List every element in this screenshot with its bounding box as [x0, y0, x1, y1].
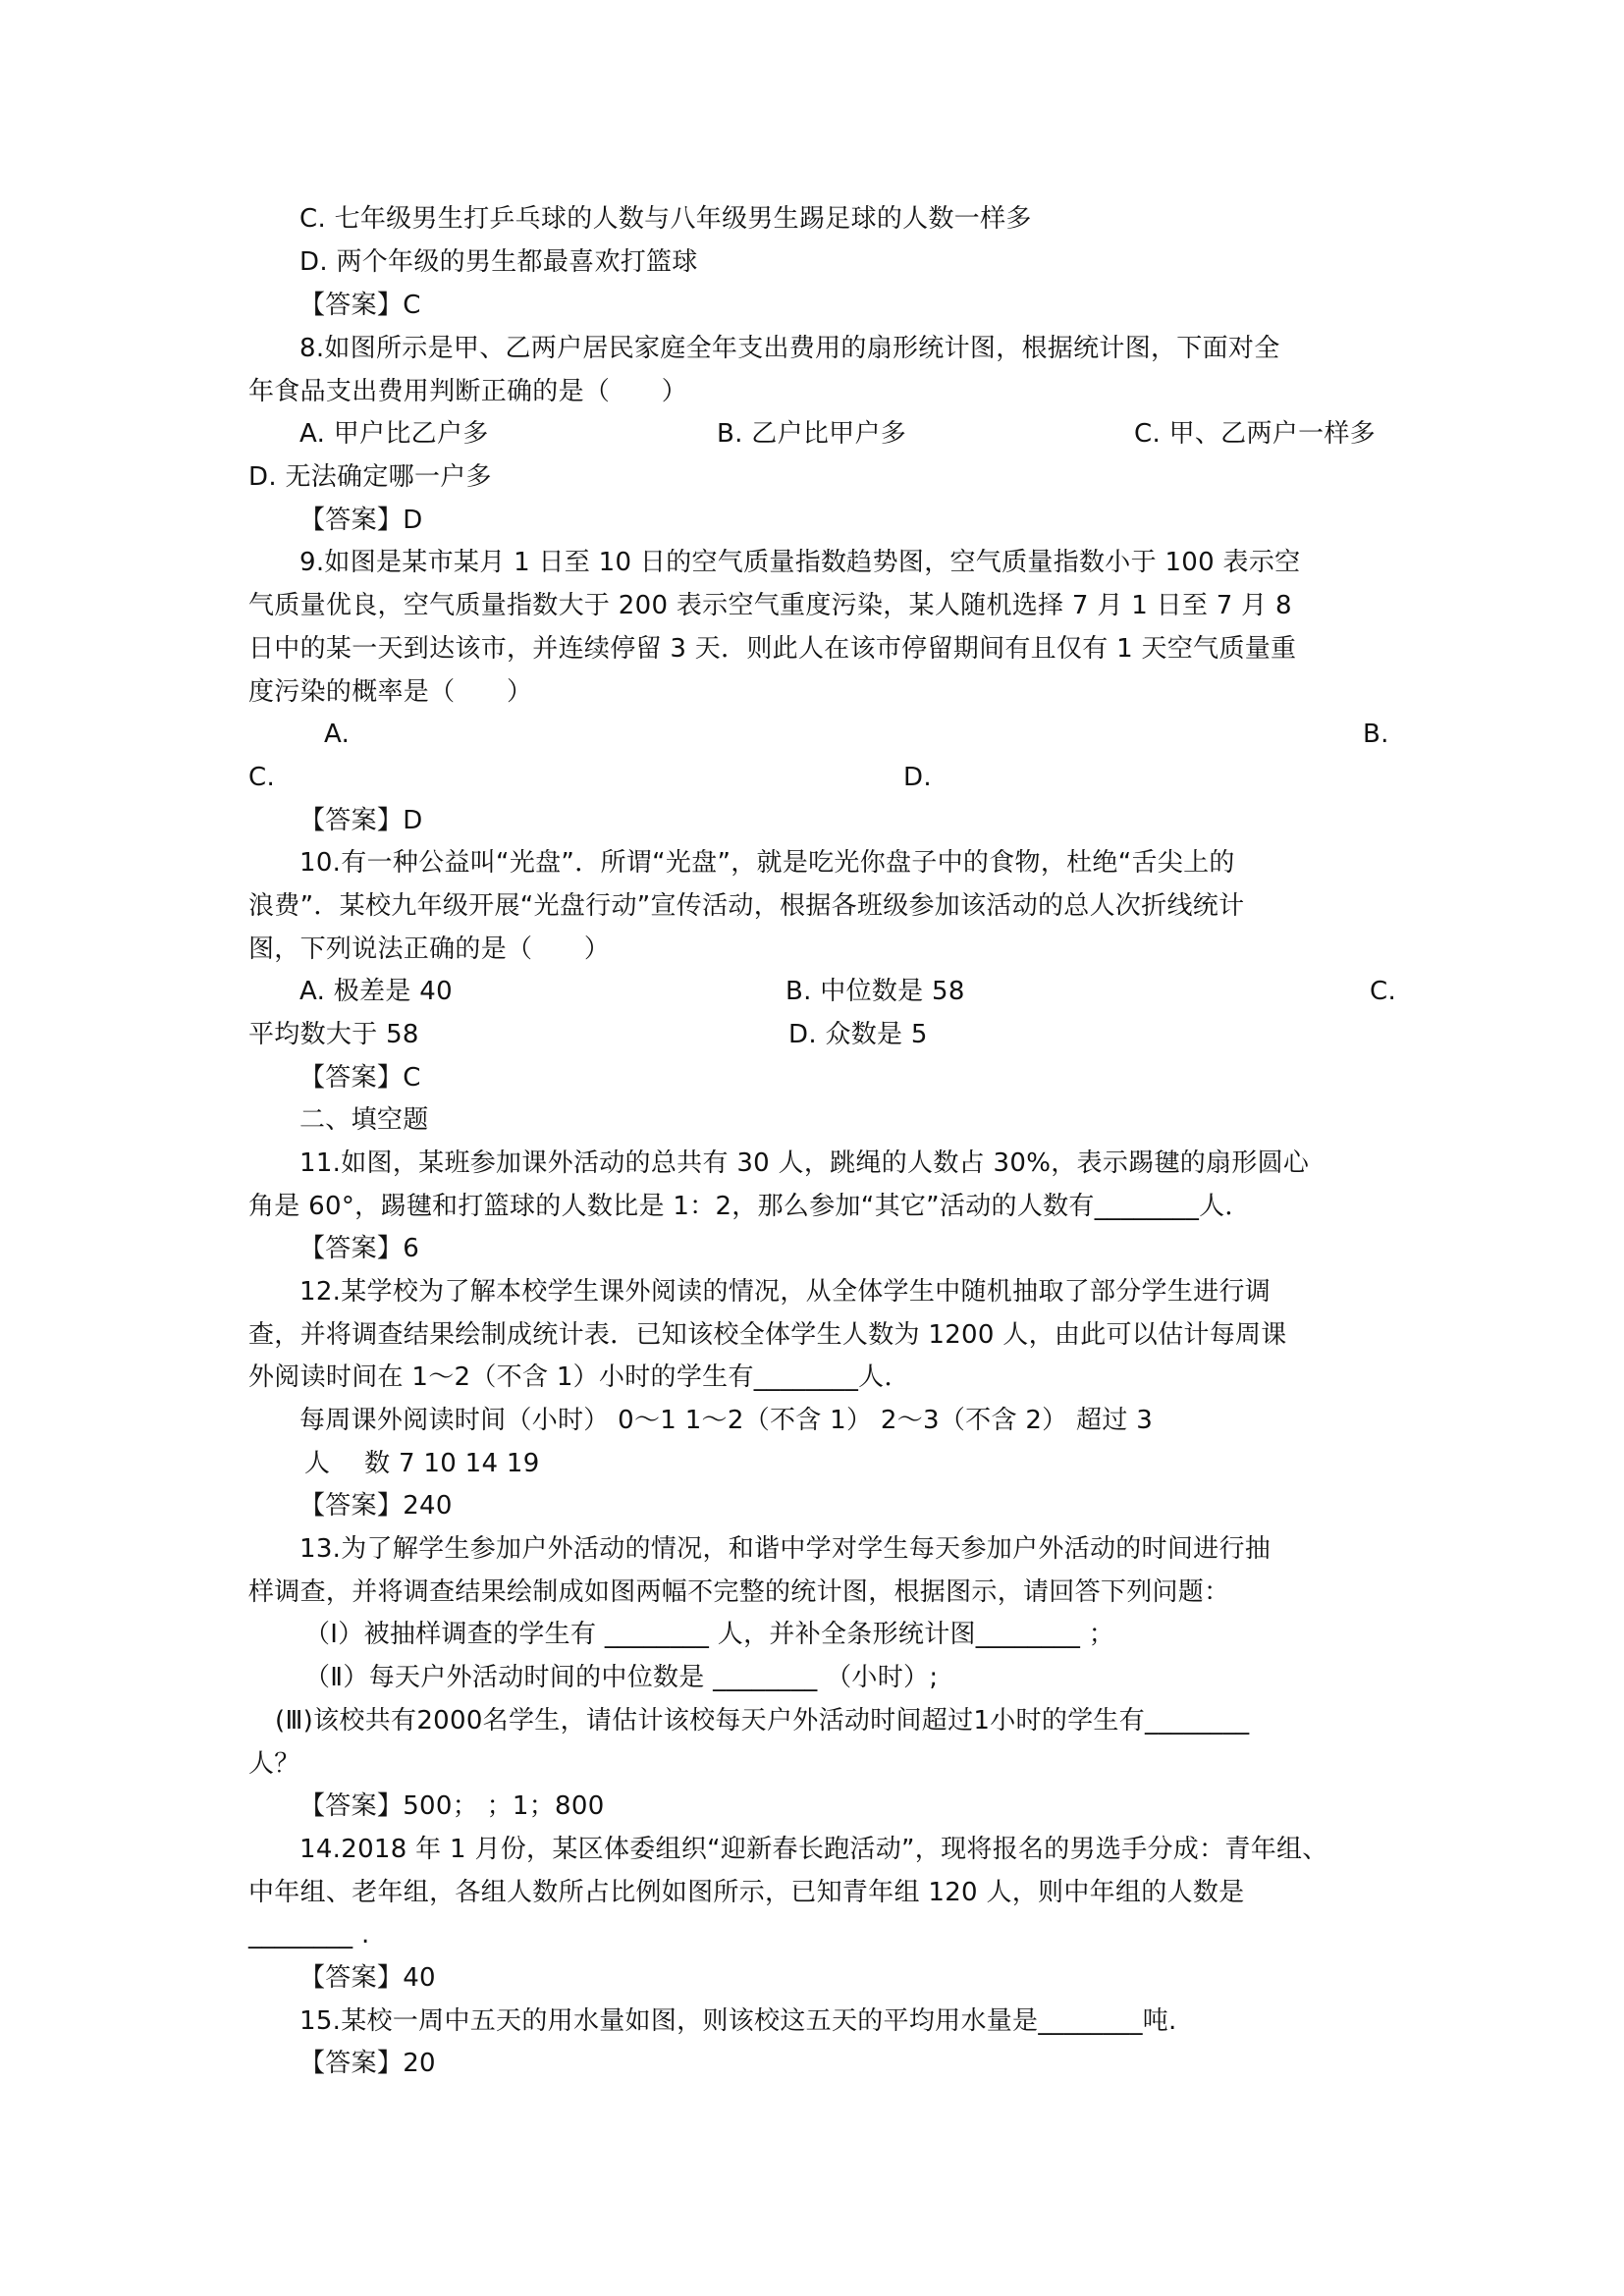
q11-answer: 【答案】6 — [299, 1234, 420, 1263]
q8-stem-line1: 8.如图所示是甲、乙两户居民家庭全年支出费用的扇形统计图，根据统计图，下面对全 — [299, 334, 1280, 363]
q9-option-b: B. — [1363, 720, 1389, 749]
q9-answer: 【答案】D — [299, 806, 423, 835]
q10-answer: 【答案】C — [299, 1063, 421, 1093]
q8-option-c: C. 甲、乙两户一样多 — [1134, 419, 1376, 449]
q10-stem-line1: 10.有一种公益叫“光盘”．所谓“光盘”，就是吃光你盘子中的食物，杜绝“舌尖上的 — [299, 848, 1235, 878]
q10-stem-line2: 浪费”．某校九年级开展“光盘行动”宣传活动，根据各班级参加该活动的总人次折线统计 — [248, 891, 1245, 921]
section-heading-fill-blank: 二、填空题 — [299, 1105, 429, 1135]
q14-answer: 【答案】40 — [299, 1963, 436, 1993]
q8-option-b: B. 乙户比甲户多 — [717, 419, 907, 449]
q9-option-c: C. — [248, 763, 276, 792]
q7-option-d: D. 两个年级的男生都最喜欢打篮球 — [299, 247, 698, 277]
q12-stem-line1: 12.某学校为了解本校学生课外阅读的情况，从全体学生中随机抽取了部分学生进行调 — [299, 1277, 1272, 1307]
q14-stem-line2: 中年组、老年组，各组人数所占比例如图所示，已知青年组 120 人，则中年组的人数是 — [248, 1878, 1245, 1907]
q12-answer: 【答案】240 — [299, 1491, 453, 1521]
q7-answer: 【答案】C — [299, 291, 421, 320]
q9-option-a: A. — [324, 720, 351, 749]
q8-option-a: A. 甲户比乙户多 — [299, 419, 489, 449]
q9-stem-line1: 9.如图是某市某月 1 日至 10 日的空气质量指数趋势图，空气质量指数小于 100 表示空 — [299, 548, 1301, 577]
q13-stem-line2: 样调查，并将调查结果绘制成如图两幅不完整的统计图，根据图示，请回答下列问题： — [248, 1577, 1230, 1607]
q14-stem-line1: 14.2018 年 1 月份，某区体委组织“迎新春长跑活动”，现将报名的男选手分成：青年组、 — [299, 1835, 1328, 1864]
q10-option-c-text: 平均数大于 58 — [248, 1020, 419, 1049]
q13-part2: （Ⅱ）每天户外活动时间的中位数是 ________ （小时）; — [304, 1663, 939, 1692]
q15-stem-line1: 15.某校一周中五天的用水量如图，则该校这五天的平均用水量是________吨. — [299, 2006, 1177, 2036]
q10-option-a: A. 极差是 40 — [299, 977, 453, 1006]
q9-option-d: D. — [903, 763, 932, 792]
q12-table-header: 每周课外阅读时间（小时） 0～1 1～2（不含 1） 2～3（不含 2） 超过 3 — [299, 1406, 1154, 1435]
q11-stem-line1: 11.如图，某班参加课外活动的总共有 30 人，跳绳的人数占 30%，表示踢毽的扇形圆心 — [299, 1148, 1310, 1178]
q8-answer: 【答案】D — [299, 506, 423, 535]
q13-part3: (Ⅲ)该校共有2000名学生，请估计该校每天户外活动时间超过1小时的学生有________ — [275, 1706, 1250, 1735]
q9-stem-line2: 气质量优良，空气质量指数大于 200 表示空气重度污染，某人随机选择 7 月 1 日至 7 月 8 — [248, 591, 1292, 620]
q9-stem-line4: 度污染的概率是（ ） — [248, 677, 533, 707]
q12-stem-line3: 外阅读时间在 1～2（不含 1）小时的学生有________人． — [248, 1362, 910, 1392]
q12-table-row: 人 数 7 10 14 19 — [304, 1449, 540, 1478]
q10-option-d: D. 众数是 5 — [788, 1020, 928, 1049]
q7-option-c: C. 七年级男生打乒乓球的人数与八年级男生踢足球的人数一样多 — [299, 204, 1032, 234]
q14-stem-line3: ________ . — [248, 1920, 370, 1949]
q10-stem-line3: 图，下列说法正确的是（ ） — [248, 934, 611, 964]
q9-stem-line3: 日中的某一天到达该市，并连续停留 3 天．则此人在该市停留期间有且仅有 1 天空气质量重 — [248, 634, 1297, 664]
q11-stem-line2: 角是 60°，踢毽和打篮球的人数比是 1：2，那么参加“其它”活动的人数有________人． — [248, 1192, 1251, 1221]
q13-answer: 【答案】500； ；1；800 — [299, 1791, 605, 1821]
q10-option-c: C. — [1370, 977, 1397, 1006]
q8-option-d: D. 无法确定哪一户多 — [248, 462, 492, 492]
q13-part1: （Ⅰ）被抽样调查的学生有 ________ 人，并补全条形统计图________ ； — [304, 1620, 1115, 1649]
q13-stem-line1: 13.为了解学生参加户外活动的情况，和谐中学对学生每天参加户外活动的时间进行抽 — [299, 1534, 1272, 1564]
q12-stem-line2: 查，并将调查结果绘制成统计表．已知该校全体学生人数为 1200 人，由此可以估计每周课 — [248, 1320, 1287, 1350]
q13-part3-end: 人？ — [248, 1749, 300, 1779]
q15-answer: 【答案】20 — [299, 2049, 436, 2078]
q8-stem-line2: 年食品支出费用判断正确的是（ ） — [248, 377, 688, 406]
q10-option-b: B. 中位数是 58 — [785, 977, 965, 1006]
